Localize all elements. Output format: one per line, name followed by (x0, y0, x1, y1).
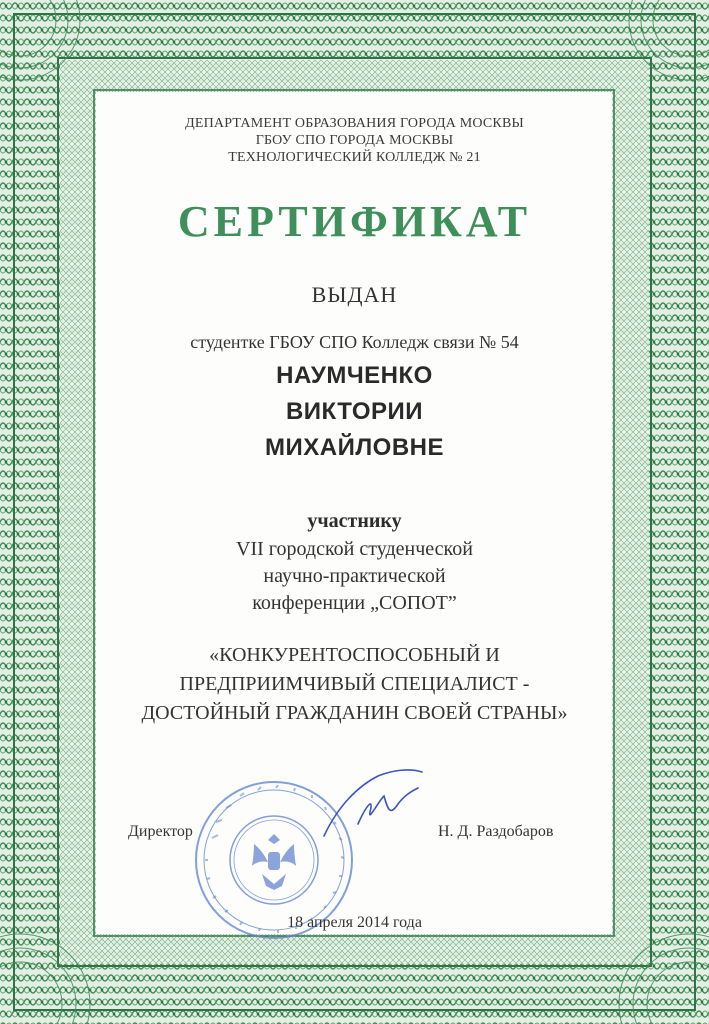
theme-line-1: «КОНКУРЕНТОСПОСОБНЫЙ И (209, 644, 500, 666)
student-line: студентке ГБОУ СПО Колледж связи № 54 (190, 332, 519, 352)
recipient-first-name: ВИКТОРИИ (285, 398, 424, 425)
role-label: участнику (307, 510, 402, 532)
header-institution: ГБОУ СПО ГОРОДА МОСКВЫ (255, 133, 454, 148)
header-department: ДЕПАРТАМЕНТ ОБРАЗОВАНИЯ ГОРОДА МОСКВЫ (185, 116, 524, 131)
issue-date: 18 апреля 2014 года (287, 914, 422, 931)
recipient-patronymic: МИХАЙЛОВНЕ (264, 434, 444, 461)
recipient-surname: НАУМЧЕНКО (276, 362, 433, 389)
theme-line-2: ПРЕДПРИИМЧИВЫЙ СПЕЦИАЛИСТ - (179, 673, 530, 695)
conference-line-3: конференции „СОПОТ” (252, 592, 457, 614)
theme-line-3: ДОСТОЙНЫЙ ГРАЖДАНИН СВОЕЙ СТРАНЫ» (141, 702, 568, 724)
director-name: Н. Д. Раздобаров (438, 823, 554, 840)
conference-line-1: VII городской студенческой (236, 538, 473, 560)
conference-line-2: научно-практической (263, 565, 446, 587)
issued-label: ВЫДАН (311, 282, 398, 307)
header-college: ТЕХНОЛОГИЧЕСКИЙ КОЛЛЕДЖ № 21 (228, 150, 481, 165)
handwritten-signature (318, 766, 428, 846)
certificate-title: СЕРТИФИКАТ (177, 197, 532, 246)
director-label: Директор (128, 823, 193, 840)
